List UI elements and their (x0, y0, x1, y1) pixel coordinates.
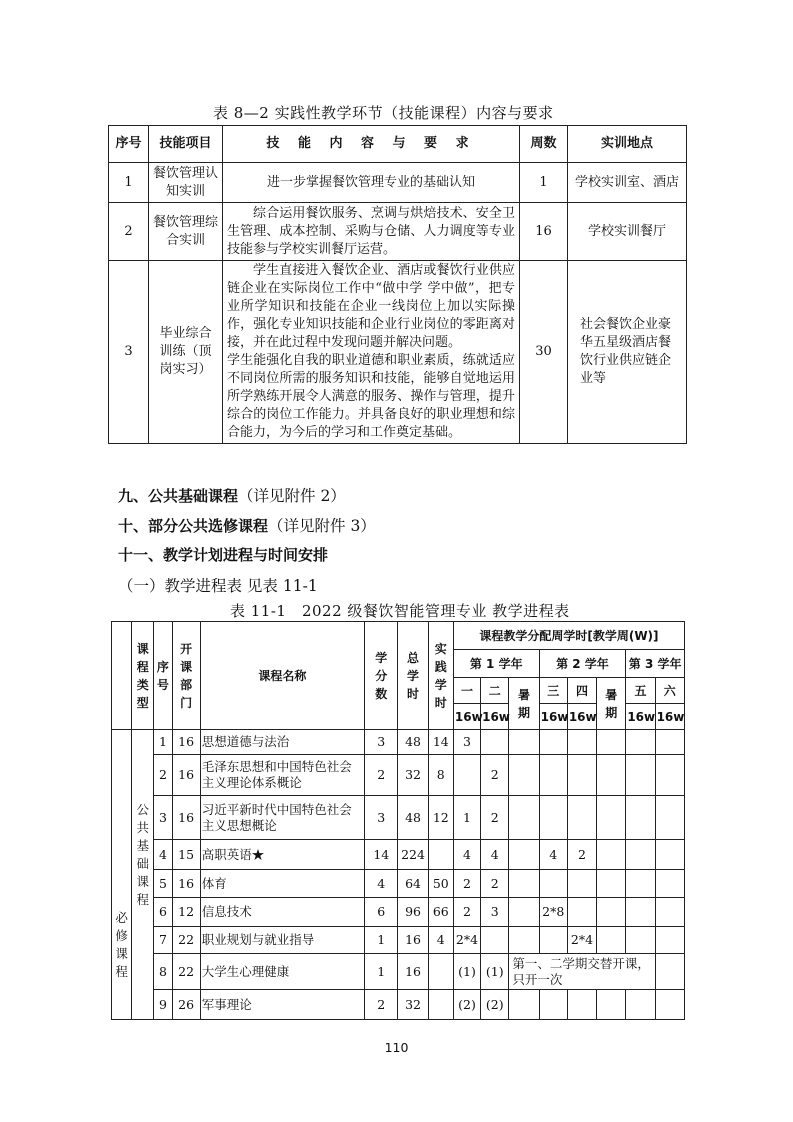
row-name: 体育 (200, 870, 364, 898)
row-sem-6 (655, 755, 684, 796)
row-project: 餐饮管理认知实训 (149, 163, 223, 203)
row-sem-2: 3 (481, 898, 509, 927)
header-blank (112, 704, 132, 730)
table-11-1-caption: 表 11-1 2022 级餐饮智能管理专业 教学进程表 (230, 602, 570, 620)
row-summer-1 (509, 927, 539, 954)
header-total: 总学时 (398, 622, 428, 730)
row-sem-3 (539, 870, 567, 898)
row-sem-1: 3 (453, 730, 480, 755)
row-credits: 2 (365, 755, 398, 796)
table-row (112, 730, 685, 755)
section-11 (118, 544, 328, 565)
header-year-1: 第 1 学年 (453, 650, 539, 678)
row-practice (428, 954, 453, 990)
content-paragraph: 学生直接进入餐饮企业、酒店或餐饮行业供应链企业在实际岗位工作中“做中学 学中做”，把专业所学知识和技能在企业一线岗位上加以实际操作，强化专业知识技能和企业行业岗位的零距离对接，并在此过程中发现问题并解决问题。 (227, 263, 515, 350)
category-public: 公共基础课程 (132, 730, 154, 1020)
row-total: 16 (398, 927, 428, 954)
row-dept: 16 (172, 870, 200, 898)
row-sem-2 (481, 927, 509, 954)
header-sem-2: 二 (481, 678, 509, 704)
row-summer-2 (597, 898, 626, 927)
row-sem-5 (626, 796, 655, 840)
header-place: 实训地点 (568, 126, 687, 163)
row-no: 9 (154, 990, 172, 1020)
row-sem-4 (567, 730, 596, 755)
row-sem-3 (539, 927, 567, 954)
row-credits: 2 (365, 990, 398, 1020)
row-weeks: 30 (520, 261, 568, 444)
row-dept: 22 (172, 954, 200, 990)
table-row (109, 261, 687, 444)
row-name: 高职英语★ (200, 840, 364, 870)
row-dept: 16 (172, 730, 200, 755)
row-total: 48 (398, 730, 428, 755)
row-no: 4 (154, 840, 172, 870)
header-dept: 开课部门 (172, 622, 200, 730)
table-header-row (109, 126, 687, 163)
header-sem-1: 一 (453, 678, 480, 704)
row-summer-2 (597, 990, 626, 1020)
row-sem-5 (626, 730, 655, 755)
row-no: 8 (154, 954, 172, 990)
row-total: 48 (398, 796, 428, 840)
row-sem-4 (567, 796, 596, 840)
row-sem-6 (655, 796, 684, 840)
row-sem-5 (626, 927, 655, 954)
row-sem-1: 2 (453, 898, 480, 927)
row-dept: 26 (172, 990, 200, 1020)
header-weeks-4: 16w (567, 704, 596, 730)
row-content: 综合运用餐饮服务、烹调与烘焙技术、安全卫生管理、成本控制、采购与仓储、人力调度等专业技能参与学校实训餐厅运营。 (223, 203, 520, 261)
table-row (112, 954, 685, 990)
row-dept: 15 (172, 840, 200, 870)
header-distribution: 课程教学分配周学时[教学周(W)] (453, 622, 684, 650)
row-project: 餐饮管理综合实训 (149, 203, 223, 261)
teaching-schedule-table (111, 621, 685, 1020)
header-no: 序号 (154, 622, 172, 730)
row-sem-5 (626, 990, 655, 1020)
section-10 (118, 514, 376, 536)
row-no: 3 (154, 796, 172, 840)
row-credits: 6 (365, 898, 398, 927)
row-project: 毕业综合训练（顶岗实习） (149, 261, 223, 444)
table-row (109, 203, 687, 261)
row-sem-1: 2 (453, 870, 480, 898)
row-sem-2: 2 (481, 796, 509, 840)
row-sem-6 (655, 870, 684, 898)
row-place: 学校实训餐厅 (568, 203, 687, 261)
header-sem-5: 五 (626, 678, 655, 704)
row-summer-2 (597, 927, 626, 954)
section-11-sub: （一）教学进程表 见表 11-1 (118, 577, 318, 595)
row-sem-5 (626, 898, 655, 927)
row-practice: 66 (428, 898, 453, 927)
row-name: 军事理论 (200, 990, 364, 1020)
row-summer-2 (597, 755, 626, 796)
row-total: 64 (398, 870, 428, 898)
row-total: 32 (398, 990, 428, 1020)
row-no: 2 (154, 755, 172, 796)
row-name: 毛泽东思想和中国特色社会主义理论体系概论 (200, 755, 364, 796)
header-sem-4: 四 (567, 678, 596, 704)
row-summer-1 (509, 755, 539, 796)
table-row (112, 990, 685, 1020)
row-credits: 1 (365, 927, 398, 954)
table-row (109, 163, 687, 203)
row-sem-4 (567, 898, 596, 927)
table-row (112, 796, 685, 840)
category-required: 必修课程 (112, 730, 132, 1020)
row-sem-3: 2*8 (539, 898, 567, 927)
header-year-3: 第 3 学年 (626, 650, 685, 678)
row-sem-4 (567, 990, 596, 1020)
row-summer-2 (597, 840, 626, 870)
row-sem-5 (626, 840, 655, 870)
row-sem-3 (539, 796, 567, 840)
table-8-2-caption: 表 8—2 实践性教学环节（技能课程）内容与要求 (213, 104, 554, 122)
row-sem-2: (2) (481, 990, 509, 1020)
row-practice: 14 (428, 730, 453, 755)
row-sem-6 (655, 898, 684, 927)
row-place: 社会餐饮企业豪华五星级酒店餐饮行业供应链企业等 (568, 261, 687, 444)
content-paragraph: 学生能强化自我的职业道德和职业素质，练就适应不同岗位所需的服务知识和技能，能够自觉地运用所学熟练开展令人满意的服务、操作与管理，提升综合的岗位工作能力。并具备良好的职业理想和综合能力，为今后的学习和工作奠定基础。 (227, 353, 515, 440)
row-content (223, 261, 520, 444)
row-sem-3 (539, 755, 567, 796)
header-weeks-2: 16w (481, 704, 509, 730)
row-sem-2: 2 (481, 755, 509, 796)
row-sem-5 (626, 870, 655, 898)
header-summer-1: 暑期 (509, 678, 539, 730)
row-no: 1 (154, 730, 172, 755)
header-practice: 实践学时 (428, 622, 453, 730)
row-practice (428, 990, 453, 1020)
page-number: 110 (384, 1040, 409, 1055)
row-sem-3: 4 (539, 840, 567, 870)
row-summer-1 (509, 796, 539, 840)
row-name: 大学生心理健康 (200, 954, 364, 990)
row-sem-3 (539, 990, 567, 1020)
row-no: 3 (109, 261, 149, 444)
row-sem-6 (655, 990, 684, 1020)
header-sem-3: 三 (539, 678, 567, 704)
row-sem-1: 2*4 (453, 927, 480, 954)
row-name: 思想道德与法治 (200, 730, 364, 755)
row-sem-1: 4 (453, 840, 480, 870)
row-sem-6 (655, 730, 684, 755)
row-practice: 50 (428, 870, 453, 898)
row-weeks: 1 (520, 163, 568, 203)
row-summer-2 (597, 730, 626, 755)
row-no: 1 (109, 163, 149, 203)
header-blank (112, 622, 132, 650)
row-sem-1: (1) (453, 954, 480, 990)
row-credits: 4 (365, 870, 398, 898)
section-9-title: 九、公共基础课程 (118, 487, 239, 505)
row-summer-1 (509, 870, 539, 898)
row-dept: 16 (172, 796, 200, 840)
row-practice: 8 (428, 755, 453, 796)
row-name: 职业规划与就业指导 (200, 927, 364, 954)
row-sem-4: 2*4 (567, 927, 596, 954)
row-sem-4: 2 (567, 840, 596, 870)
table-row (112, 898, 685, 927)
row-summer-2 (597, 870, 626, 898)
row-summer-1 (509, 840, 539, 870)
row-no: 2 (109, 203, 149, 261)
row-dept: 16 (172, 755, 200, 796)
row-no: 5 (154, 870, 172, 898)
row-credits: 3 (365, 730, 398, 755)
row-total: 224 (398, 840, 428, 870)
row-practice (428, 840, 453, 870)
row-content: 进一步掌握餐饮管理专业的基础认知 (223, 163, 520, 203)
header-weeks-3: 16w (539, 704, 567, 730)
section-9-note: （详见附件 2） (238, 487, 346, 505)
row-sem-6 (655, 840, 684, 870)
row-note: 第一、二学期交替开课，只开一次 (509, 954, 655, 990)
header-weeks: 周数 (520, 126, 568, 163)
row-dept: 12 (172, 898, 200, 927)
header-summer-2: 暑期 (597, 678, 626, 730)
row-name: 习近平新时代中国特色社会主义思想概论 (200, 796, 364, 840)
row-sem-1 (453, 755, 480, 796)
row-name: 信息技术 (200, 898, 364, 927)
header-project: 技能项目 (149, 126, 223, 163)
header-weeks-6: 16w (655, 704, 684, 730)
row-sem-2: (1) (481, 954, 509, 990)
header-year-2: 第 2 学年 (539, 650, 626, 678)
row-summer-1 (509, 898, 539, 927)
header-sem-6: 六 (655, 678, 684, 704)
row-sem-6 (655, 927, 684, 954)
row-summer-2 (597, 796, 626, 840)
row-weeks: 16 (520, 203, 568, 261)
section-10-title: 十、部分公共选修课程 (118, 517, 269, 535)
row-sem-4 (567, 755, 596, 796)
header-weeks-5: 16w (626, 704, 655, 730)
table-row (112, 840, 685, 870)
header-type: 课程类型 (132, 622, 154, 730)
header-no: 序号 (109, 126, 149, 163)
section-10-note: （详见附件 3） (268, 517, 376, 535)
row-sem-1: (2) (453, 990, 480, 1020)
row-dept: 22 (172, 927, 200, 954)
row-summer-1 (509, 990, 539, 1020)
header-weeks-1: 16w (453, 704, 480, 730)
section-11-title: 十一、教学计划进程与时间安排 (118, 546, 329, 564)
header-blank (112, 650, 132, 678)
section-9 (118, 484, 346, 506)
row-sem-4 (567, 870, 596, 898)
header-content: 技 能 内 容 与 要 求 (223, 126, 520, 163)
row-sem-6 (655, 954, 684, 990)
header-name: 课程名称 (200, 622, 364, 730)
row-no: 7 (154, 927, 172, 954)
table-row (112, 870, 685, 898)
row-sem-5 (626, 755, 655, 796)
row-sem-2: 4 (481, 840, 509, 870)
table-row (112, 755, 685, 796)
row-credits: 1 (365, 954, 398, 990)
row-place: 学校实训室、酒店 (568, 163, 687, 203)
row-total: 32 (398, 755, 428, 796)
row-total: 96 (398, 898, 428, 927)
row-summer-1 (509, 730, 539, 755)
practical-skills-table (108, 125, 687, 444)
table-row (112, 927, 685, 954)
header-row (112, 622, 685, 650)
row-sem-1: 1 (453, 796, 480, 840)
row-credits: 14 (365, 840, 398, 870)
row-sem-2: 2 (481, 870, 509, 898)
row-credits: 3 (365, 796, 398, 840)
header-credits: 学分数 (365, 622, 398, 730)
header-blank (112, 678, 132, 704)
row-practice: 4 (428, 927, 453, 954)
row-no: 6 (154, 898, 172, 927)
row-practice: 12 (428, 796, 453, 840)
row-total: 16 (398, 954, 428, 990)
row-sem-2 (481, 730, 509, 755)
row-sem-3 (539, 730, 567, 755)
